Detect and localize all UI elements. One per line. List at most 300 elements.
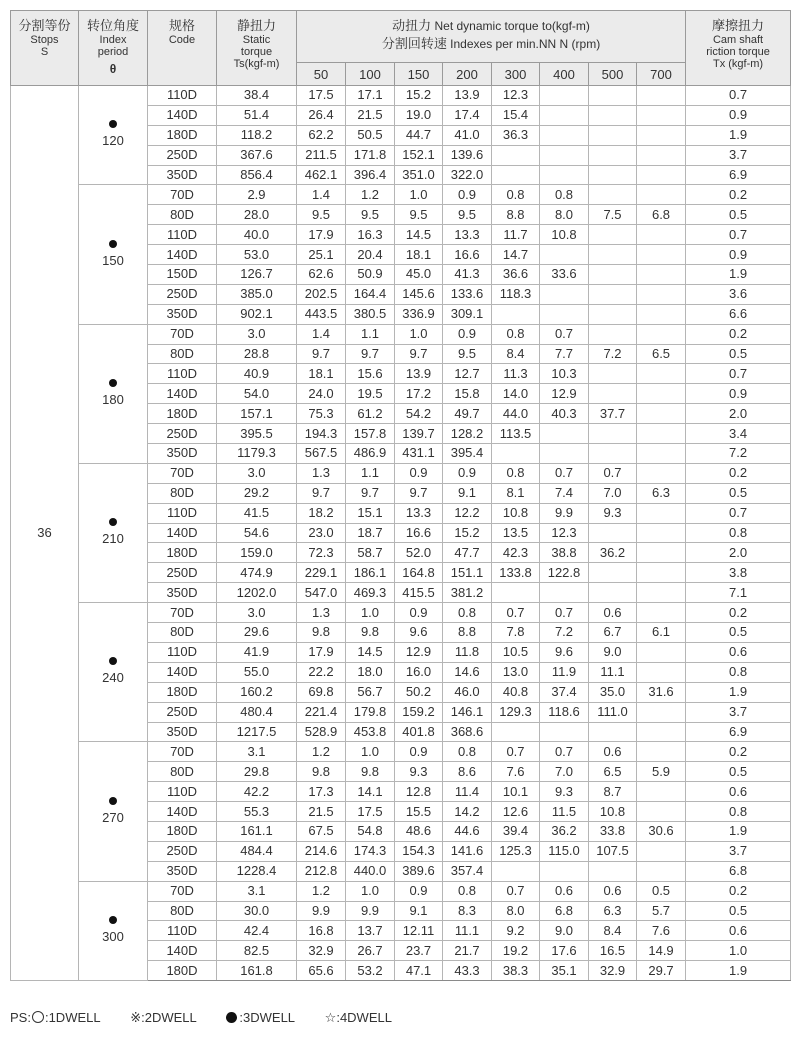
dynamic-torque-cell: 171.8	[346, 145, 395, 165]
dynamic-torque-cell: 14.9	[637, 941, 686, 961]
dynamic-torque-cell: 1.0	[346, 881, 395, 901]
static-torque-cell: 3.1	[217, 742, 297, 762]
dynamic-torque-cell: 9.7	[395, 344, 443, 364]
friction-torque-cell: 1.9	[686, 961, 791, 981]
dynamic-torque-cell	[637, 463, 686, 483]
dynamic-torque-cell: 44.6	[443, 821, 492, 841]
dynamic-torque-cell: 26.7	[346, 941, 395, 961]
code-cell: 180D	[148, 543, 217, 563]
dynamic-torque-cell: 24.0	[297, 384, 346, 404]
dynamic-torque-cell: 12.8	[395, 782, 443, 802]
dynamic-torque-cell: 431.1	[395, 444, 443, 464]
dynamic-torque-cell: 49.7	[443, 404, 492, 424]
dynamic-torque-cell: 0.9	[443, 463, 492, 483]
dynamic-torque-cell: 11.1	[589, 662, 637, 682]
dynamic-torque-cell: 14.7	[492, 245, 540, 265]
dynamic-torque-cell: 16.0	[395, 662, 443, 682]
dynamic-torque-cell: 8.8	[443, 623, 492, 643]
dynamic-torque-cell: 125.3	[492, 841, 540, 861]
dynamic-torque-cell: 1.0	[395, 324, 443, 344]
table-body	[11, 86, 791, 981]
dynamic-torque-cell	[637, 304, 686, 324]
dynamic-torque-cell: 12.3	[492, 86, 540, 106]
dynamic-torque-cell	[637, 861, 686, 881]
dynamic-torque-cell	[540, 444, 589, 464]
dynamic-torque-cell: 5.9	[637, 762, 686, 782]
filled-dot-icon	[109, 379, 117, 387]
code-cell: 70D	[148, 324, 217, 344]
code-cell: 80D	[148, 205, 217, 225]
dynamic-torque-cell: 12.3	[540, 523, 589, 543]
dynamic-torque-cell	[492, 583, 540, 603]
dynamic-torque-cell: 8.4	[589, 921, 637, 941]
static-torque-cell: 54.0	[217, 384, 297, 404]
dynamic-torque-cell: 1.0	[346, 742, 395, 762]
dynamic-torque-cell: 19.5	[346, 384, 395, 404]
dynamic-torque-cell	[540, 284, 589, 304]
friction-torque-cell: 0.5	[686, 483, 791, 503]
dynamic-torque-cell: 48.6	[395, 821, 443, 841]
dynamic-torque-cell: 0.9	[443, 324, 492, 344]
stops-cell: 36	[11, 86, 79, 981]
dynamic-torque-cell: 10.8	[492, 503, 540, 523]
dynamic-torque-cell: 17.2	[395, 384, 443, 404]
code-cell: 250D	[148, 424, 217, 444]
code-cell: 180D	[148, 961, 217, 981]
dynamic-torque-cell: 6.3	[637, 483, 686, 503]
dynamic-torque-cell: 351.0	[395, 165, 443, 185]
dynamic-torque-cell: 0.7	[540, 463, 589, 483]
dynamic-torque-cell	[589, 245, 637, 265]
dynamic-torque-cell: 567.5	[297, 444, 346, 464]
code-cell: 110D	[148, 503, 217, 523]
dynamic-torque-cell	[540, 125, 589, 145]
dynamic-torque-cell: 6.7	[589, 623, 637, 643]
dynamic-torque-cell	[492, 145, 540, 165]
dynamic-torque-cell	[589, 563, 637, 583]
dynamic-torque-cell: 17.9	[297, 642, 346, 662]
dynamic-torque-cell: 39.4	[492, 821, 540, 841]
static-torque-cell: 3.0	[217, 603, 297, 623]
friction-torque-cell: 0.6	[686, 921, 791, 941]
dynamic-torque-cell: 1.4	[297, 185, 346, 205]
dynamic-torque-cell: 42.3	[492, 543, 540, 563]
static-torque-cell: 118.2	[217, 125, 297, 145]
dynamic-torque-cell: 0.7	[540, 742, 589, 762]
dynamic-torque-cell: 211.5	[297, 145, 346, 165]
dynamic-torque-cell: 186.1	[346, 563, 395, 583]
code-cell: 350D	[148, 722, 217, 742]
friction-torque-cell: 1.9	[686, 682, 791, 702]
dynamic-torque-cell: 1.0	[346, 603, 395, 623]
dynamic-torque-cell: 14.2	[443, 802, 492, 822]
dynamic-torque-cell: 0.5	[637, 881, 686, 901]
dynamic-torque-cell: 17.3	[297, 782, 346, 802]
dynamic-torque-cell: 17.5	[297, 86, 346, 106]
dynamic-torque-cell: 164.8	[395, 563, 443, 583]
header-static-torque: 静扭力 Static torque Ts(kgf-m)	[217, 11, 297, 86]
dynamic-torque-cell: 322.0	[443, 165, 492, 185]
dynamic-torque-cell	[540, 424, 589, 444]
code-cell: 250D	[148, 702, 217, 722]
dynamic-torque-cell: 15.1	[346, 503, 395, 523]
index-period-value: 210	[102, 531, 124, 547]
static-torque-cell: 40.0	[217, 225, 297, 245]
static-torque-cell: 29.2	[217, 483, 297, 503]
dynamic-torque-cell: 107.5	[589, 841, 637, 861]
dynamic-torque-cell: 1.3	[297, 603, 346, 623]
dynamic-torque-cell: 11.1	[443, 921, 492, 941]
friction-torque-cell: 0.6	[686, 642, 791, 662]
dynamic-torque-cell	[589, 86, 637, 106]
dynamic-torque-cell	[637, 424, 686, 444]
table-row	[11, 324, 791, 344]
dynamic-torque-cell: 357.4	[443, 861, 492, 881]
dynamic-torque-cell: 12.6	[492, 802, 540, 822]
dynamic-torque-cell: 0.7	[492, 603, 540, 623]
dynamic-torque-cell: 47.1	[395, 961, 443, 981]
friction-torque-cell: 0.2	[686, 742, 791, 762]
dynamic-torque-cell: 9.8	[346, 623, 395, 643]
dynamic-torque-cell: 164.4	[346, 284, 395, 304]
friction-torque-cell: 0.5	[686, 901, 791, 921]
speed-header: 150	[395, 63, 443, 86]
dynamic-torque-cell: 547.0	[297, 583, 346, 603]
filled-dot-icon	[109, 797, 117, 805]
dynamic-torque-cell: 11.5	[540, 802, 589, 822]
dynamic-torque-cell: 18.2	[297, 503, 346, 523]
dynamic-torque-cell: 152.1	[395, 145, 443, 165]
dynamic-torque-cell: 15.5	[395, 802, 443, 822]
static-torque-cell: 161.1	[217, 821, 297, 841]
dynamic-torque-cell: 9.1	[443, 483, 492, 503]
dynamic-torque-cell	[589, 384, 637, 404]
dynamic-torque-cell: 309.1	[443, 304, 492, 324]
dynamic-torque-cell: 9.2	[492, 921, 540, 941]
dynamic-torque-cell: 0.9	[395, 603, 443, 623]
index-period-cell	[79, 185, 148, 324]
dynamic-torque-cell: 14.0	[492, 384, 540, 404]
dynamic-torque-cell	[637, 225, 686, 245]
static-torque-cell: 1228.4	[217, 861, 297, 881]
dynamic-torque-cell: 6.8	[540, 901, 589, 921]
dynamic-torque-cell: 11.4	[443, 782, 492, 802]
dynamic-torque-cell: 11.3	[492, 364, 540, 384]
dynamic-torque-cell	[637, 583, 686, 603]
dynamic-torque-cell: 395.4	[443, 444, 492, 464]
dynamic-torque-cell: 38.3	[492, 961, 540, 981]
dynamic-torque-cell: 9.3	[540, 782, 589, 802]
static-torque-cell: 30.0	[217, 901, 297, 921]
dynamic-torque-cell: 7.0	[589, 483, 637, 503]
static-torque-cell: 367.6	[217, 145, 297, 165]
code-cell: 80D	[148, 623, 217, 643]
dynamic-torque-cell	[589, 265, 637, 285]
dynamic-torque-cell: 0.6	[589, 881, 637, 901]
spec-page	[10, 10, 790, 981]
dynamic-torque-cell: 36.3	[492, 125, 540, 145]
dynamic-torque-cell: 415.5	[395, 583, 443, 603]
dynamic-torque-cell	[637, 642, 686, 662]
dynamic-torque-cell	[637, 444, 686, 464]
dynamic-torque-cell: 174.3	[346, 841, 395, 861]
friction-torque-cell: 0.7	[686, 364, 791, 384]
friction-torque-cell: 3.8	[686, 563, 791, 583]
friction-torque-cell: 3.7	[686, 841, 791, 861]
static-torque-cell: 40.9	[217, 364, 297, 384]
dynamic-torque-cell: 12.11	[395, 921, 443, 941]
dynamic-torque-cell	[637, 742, 686, 762]
dynamic-torque-cell: 37.4	[540, 682, 589, 702]
dynamic-torque-cell: 45.0	[395, 265, 443, 285]
dynamic-torque-cell: 0.9	[395, 463, 443, 483]
dynamic-torque-cell: 6.5	[589, 762, 637, 782]
filled-dot-icon	[109, 916, 117, 924]
dynamic-torque-cell: 133.8	[492, 563, 540, 583]
dynamic-torque-cell: 30.6	[637, 821, 686, 841]
static-torque-cell: 1217.5	[217, 722, 297, 742]
filled-dot-icon	[109, 240, 117, 248]
dynamic-torque-cell	[540, 145, 589, 165]
index-period-value: 240	[102, 670, 124, 686]
dynamic-torque-cell	[589, 284, 637, 304]
dynamic-torque-cell: 67.5	[297, 821, 346, 841]
dynamic-torque-cell: 1.0	[395, 185, 443, 205]
dynamic-torque-cell: 115.0	[540, 841, 589, 861]
dynamic-torque-cell: 18.1	[297, 364, 346, 384]
friction-torque-cell: 0.7	[686, 86, 791, 106]
dynamic-torque-cell: 1.1	[346, 463, 395, 483]
speed-header: 400	[540, 63, 589, 86]
friction-torque-cell: 6.6	[686, 304, 791, 324]
dynamic-torque-cell: 0.6	[589, 742, 637, 762]
open-circle-icon	[32, 1011, 44, 1023]
dynamic-torque-cell: 7.2	[540, 623, 589, 643]
dynamic-torque-cell: 9.7	[346, 483, 395, 503]
dynamic-torque-cell: 10.8	[589, 802, 637, 822]
static-torque-cell: 161.8	[217, 961, 297, 981]
static-torque-cell: 1179.3	[217, 444, 297, 464]
dynamic-torque-cell: 18.0	[346, 662, 395, 682]
friction-torque-cell: 3.4	[686, 424, 791, 444]
dynamic-torque-cell: 29.7	[637, 961, 686, 981]
code-cell: 180D	[148, 821, 217, 841]
friction-torque-cell: 0.6	[686, 782, 791, 802]
dynamic-torque-cell: 381.2	[443, 583, 492, 603]
dynamic-torque-cell: 13.0	[492, 662, 540, 682]
dynamic-torque-cell: 9.5	[346, 205, 395, 225]
dynamic-torque-cell: 0.7	[589, 463, 637, 483]
static-torque-cell: 51.4	[217, 105, 297, 125]
dynamic-torque-cell	[637, 802, 686, 822]
dynamic-torque-cell: 13.5	[492, 523, 540, 543]
friction-torque-cell: 6.9	[686, 722, 791, 742]
static-torque-cell: 3.0	[217, 324, 297, 344]
dynamic-torque-cell: 0.8	[492, 463, 540, 483]
static-torque-cell: 480.4	[217, 702, 297, 722]
dynamic-torque-cell: 9.8	[346, 762, 395, 782]
index-period-cell	[79, 86, 148, 185]
dynamic-torque-cell: 36.6	[492, 265, 540, 285]
dynamic-torque-cell: 9.5	[395, 205, 443, 225]
table-row	[11, 463, 791, 483]
table-row	[11, 881, 791, 901]
static-torque-cell: 42.2	[217, 782, 297, 802]
dynamic-torque-cell: 440.0	[346, 861, 395, 881]
friction-torque-cell: 2.0	[686, 543, 791, 563]
dynamic-torque-cell: 154.3	[395, 841, 443, 861]
dynamic-torque-cell: 10.5	[492, 642, 540, 662]
dynamic-torque-cell: 15.2	[443, 523, 492, 543]
index-period-cell	[79, 742, 148, 881]
dynamic-torque-cell: 56.7	[346, 682, 395, 702]
dynamic-torque-cell: 6.3	[589, 901, 637, 921]
dynamic-torque-cell: 128.2	[443, 424, 492, 444]
dynamic-torque-cell: 13.9	[443, 86, 492, 106]
dynamic-torque-cell: 133.6	[443, 284, 492, 304]
dynamic-torque-cell: 1.2	[297, 881, 346, 901]
dynamic-torque-cell: 0.7	[492, 881, 540, 901]
dynamic-torque-cell: 6.1	[637, 623, 686, 643]
dynamic-torque-cell	[492, 444, 540, 464]
dynamic-torque-cell: 0.9	[443, 185, 492, 205]
table-row	[11, 185, 791, 205]
dynamic-torque-cell: 41.3	[443, 265, 492, 285]
dynamic-torque-cell	[637, 384, 686, 404]
code-cell: 110D	[148, 86, 217, 106]
code-cell: 70D	[148, 742, 217, 762]
static-torque-cell: 395.5	[217, 424, 297, 444]
dynamic-torque-cell: 0.8	[492, 185, 540, 205]
index-period-cell	[79, 603, 148, 742]
dynamic-torque-cell: 17.4	[443, 105, 492, 125]
index-period-cell	[79, 881, 148, 980]
dynamic-torque-cell: 32.9	[297, 941, 346, 961]
dynamic-torque-cell: 9.0	[589, 642, 637, 662]
speed-header: 500	[589, 63, 637, 86]
dynamic-torque-cell: 9.3	[589, 503, 637, 523]
dynamic-torque-cell: 18.7	[346, 523, 395, 543]
dynamic-torque-cell: 19.0	[395, 105, 443, 125]
dynamic-torque-cell: 14.6	[443, 662, 492, 682]
friction-torque-cell: 0.2	[686, 185, 791, 205]
dynamic-torque-cell: 14.5	[395, 225, 443, 245]
dynamic-torque-cell: 9.5	[297, 205, 346, 225]
dynamic-torque-cell: 389.6	[395, 861, 443, 881]
dynamic-torque-cell: 0.8	[443, 881, 492, 901]
code-cell: 70D	[148, 881, 217, 901]
dynamic-torque-cell	[637, 543, 686, 563]
dynamic-torque-cell	[637, 364, 686, 384]
friction-torque-cell: 0.8	[686, 662, 791, 682]
dynamic-torque-cell: 111.0	[589, 702, 637, 722]
dynamic-torque-cell	[540, 105, 589, 125]
filled-dot-icon	[109, 518, 117, 526]
dynamic-torque-cell	[540, 304, 589, 324]
dynamic-torque-cell: 44.7	[395, 125, 443, 145]
static-torque-cell: 29.8	[217, 762, 297, 782]
dynamic-torque-cell: 336.9	[395, 304, 443, 324]
index-period-cell	[79, 463, 148, 602]
dynamic-torque-cell	[637, 145, 686, 165]
dynamic-torque-cell: 36.2	[540, 821, 589, 841]
code-cell: 350D	[148, 304, 217, 324]
friction-torque-cell: 0.9	[686, 245, 791, 265]
dynamic-torque-cell	[589, 861, 637, 881]
code-cell: 70D	[148, 603, 217, 623]
dynamic-torque-cell: 9.9	[297, 901, 346, 921]
dynamic-torque-cell	[637, 185, 686, 205]
dynamic-torque-cell: 23.0	[297, 523, 346, 543]
index-period-value: 120	[102, 133, 124, 149]
dynamic-torque-cell: 0.7	[540, 324, 589, 344]
dynamic-torque-cell: 1.1	[346, 324, 395, 344]
dynamic-torque-cell	[589, 225, 637, 245]
dynamic-torque-cell: 0.8	[443, 742, 492, 762]
dynamic-torque-cell: 9.7	[297, 483, 346, 503]
index-period-value: 180	[102, 391, 124, 407]
static-torque-cell: 28.0	[217, 205, 297, 225]
dynamic-torque-cell: 7.6	[492, 762, 540, 782]
dynamic-torque-cell: 194.3	[297, 424, 346, 444]
dynamic-torque-cell: 453.8	[346, 722, 395, 742]
dynamic-torque-cell	[540, 86, 589, 106]
dynamic-torque-cell: 50.9	[346, 265, 395, 285]
dynamic-torque-cell	[589, 125, 637, 145]
filled-dot-icon	[109, 120, 117, 128]
dynamic-torque-cell: 212.8	[297, 861, 346, 881]
dynamic-torque-cell: 16.8	[297, 921, 346, 941]
dynamic-torque-cell: 9.8	[297, 762, 346, 782]
friction-torque-cell: 1.9	[686, 821, 791, 841]
dynamic-torque-cell: 229.1	[297, 563, 346, 583]
dynamic-torque-cell: 0.7	[540, 603, 589, 623]
dynamic-torque-cell: 14.1	[346, 782, 395, 802]
static-torque-cell: 54.6	[217, 523, 297, 543]
dynamic-torque-cell	[637, 722, 686, 742]
dynamic-torque-cell	[589, 165, 637, 185]
index-period-value: 270	[102, 809, 124, 825]
code-cell: 140D	[148, 802, 217, 822]
static-torque-cell: 29.6	[217, 623, 297, 643]
dynamic-torque-cell: 139.6	[443, 145, 492, 165]
dynamic-torque-cell: 145.6	[395, 284, 443, 304]
dynamic-torque-cell: 6.5	[637, 344, 686, 364]
dynamic-torque-cell: 16.5	[589, 941, 637, 961]
dynamic-torque-cell: 17.6	[540, 941, 589, 961]
dynamic-torque-cell: 118.3	[492, 284, 540, 304]
dynamic-torque-cell: 13.7	[346, 921, 395, 941]
dynamic-torque-cell	[492, 722, 540, 742]
dynamic-torque-cell: 11.9	[540, 662, 589, 682]
dynamic-torque-cell	[589, 583, 637, 603]
dynamic-torque-cell: 15.2	[395, 86, 443, 106]
table-row	[11, 742, 791, 762]
dynamic-torque-cell	[637, 603, 686, 623]
dynamic-torque-cell	[589, 523, 637, 543]
dynamic-torque-cell: 9.7	[395, 483, 443, 503]
code-cell: 250D	[148, 841, 217, 861]
friction-torque-cell: 0.2	[686, 881, 791, 901]
friction-torque-cell: 3.6	[686, 284, 791, 304]
speed-header: 50	[297, 63, 346, 86]
code-cell: 110D	[148, 364, 217, 384]
dynamic-torque-cell: 53.2	[346, 961, 395, 981]
code-cell: 140D	[148, 245, 217, 265]
dynamic-torque-cell: 33.8	[589, 821, 637, 841]
dynamic-torque-cell: 11.7	[492, 225, 540, 245]
dynamic-torque-cell	[540, 722, 589, 742]
